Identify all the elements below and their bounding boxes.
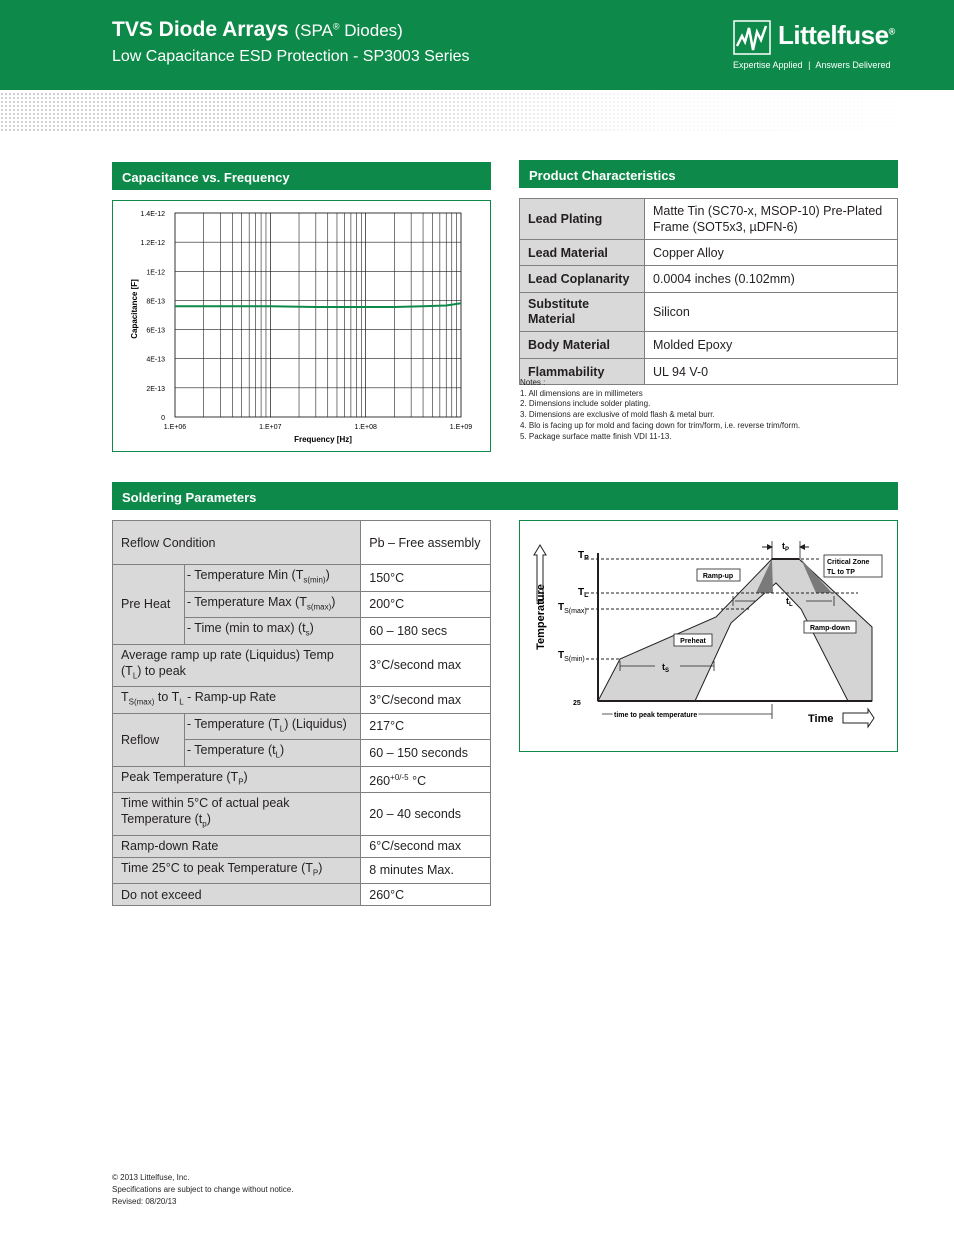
chart-x-axis-label: Frequency [Hz] xyxy=(294,435,352,444)
page-footer xyxy=(112,1172,293,1208)
label-tsmax xyxy=(558,602,587,615)
row-label xyxy=(184,565,360,592)
row-value: Pb – Free assembly xyxy=(361,521,491,565)
label-small-ts-main: t xyxy=(662,662,665,672)
row-label: Lead Plating xyxy=(520,199,645,240)
table-row xyxy=(113,857,491,884)
chart-y-tick-label: 4E-13 xyxy=(146,356,165,364)
table-row xyxy=(113,565,491,592)
row-label xyxy=(184,740,360,767)
label-end: ) xyxy=(331,594,336,609)
reflow-profile-frame xyxy=(519,520,898,752)
label-end: - Ramp-up Rate xyxy=(183,690,277,704)
label-text: to T xyxy=(154,690,180,704)
brand-logo xyxy=(733,20,903,72)
label-end: ) to peak xyxy=(137,663,186,678)
label-tsmin xyxy=(558,650,585,663)
label-tl-main: T xyxy=(578,587,585,598)
capacitance-chart xyxy=(113,201,490,451)
capacitance-chart-frame xyxy=(112,200,491,452)
chart-y-axis-label: Capacitance [F] xyxy=(130,279,139,339)
label-critical-zone-range: TL to TP xyxy=(827,569,855,576)
label-time-axis: Time xyxy=(808,713,834,725)
row-label: Reflow Condition xyxy=(113,521,361,565)
row-value: 260°C xyxy=(361,884,491,906)
label-text: - Temperature (T xyxy=(186,716,280,731)
label-small-tp-main: t xyxy=(782,541,785,551)
note-item: 4. Blo is facing up for mold and facing down for trim/form, i.e. reverse trim/form. xyxy=(520,420,801,430)
row-label: Flammability xyxy=(520,359,645,385)
footer-revision: Revised: 08/20/13 xyxy=(112,1197,177,1206)
label-small-ts-sub: S xyxy=(665,668,670,674)
label-small-tp-sub: P xyxy=(785,547,790,553)
value-unit: °C xyxy=(408,773,427,788)
chart-x-tick-label: 1.E+09 xyxy=(449,424,473,431)
label-text: - Temperature Max (T xyxy=(186,594,307,609)
footer-disclaimer: Specifications are subject to change without notice. xyxy=(112,1185,294,1194)
label-sub: S(max) xyxy=(128,697,155,707)
note-item: 3. Dimensions are exclusive of mold flash & metal burr. xyxy=(520,410,715,420)
tagline-right: Answers Delivered xyxy=(815,60,891,70)
row-label xyxy=(113,644,361,687)
label-text: T xyxy=(121,690,129,704)
row-label xyxy=(184,713,360,740)
row-value: 6°C/second max xyxy=(361,835,491,857)
label-sub: s(min) xyxy=(303,575,326,585)
label-ramp-up: Ramp-up xyxy=(702,573,734,580)
label-text: - Time (min to max) (t xyxy=(186,621,306,635)
littelfuse-mark-icon xyxy=(733,20,773,56)
document-title xyxy=(112,18,403,42)
table-row xyxy=(113,644,491,687)
label-text: Average ramp up rate (Liquidus) Temp (T xyxy=(121,647,334,678)
table-row xyxy=(113,793,491,836)
label-tp xyxy=(578,550,589,562)
row-label xyxy=(113,766,361,793)
chart-y-tick-label: 6E-13 xyxy=(146,327,165,335)
table-row xyxy=(113,835,491,857)
row-value: 3°C/second max xyxy=(361,687,491,714)
title-main: TVS Diode Arrays xyxy=(112,18,289,41)
row-label: Lead Coplanarity xyxy=(520,266,645,293)
row-value xyxy=(361,766,491,793)
title-spa: (SPA xyxy=(294,21,333,40)
table-row xyxy=(113,713,491,740)
chart-plot-border xyxy=(175,213,461,417)
label-tsmax-sub: S(max) xyxy=(564,608,587,615)
note-item: 2. Dimensions include solder plating. xyxy=(520,399,651,409)
label-end: ) xyxy=(309,621,314,635)
value-sup: +0/-5 xyxy=(390,772,409,782)
label-sub: P xyxy=(312,868,319,877)
label-critical-zone: Critical Zone xyxy=(827,559,870,566)
label-tsmax-main: T xyxy=(558,602,565,613)
label-text: Peak Temperature (T xyxy=(121,769,239,784)
notes-title: Notes : xyxy=(520,378,546,387)
tagline-separator: | xyxy=(808,60,811,70)
row-label: Ramp-down Rate xyxy=(113,835,361,857)
label-ramp-down: Ramp-down xyxy=(809,625,851,632)
label-tl xyxy=(578,587,589,599)
row-value: Silicon xyxy=(645,293,898,332)
row-label: Lead Material xyxy=(520,240,645,266)
row-label: Substitute Material xyxy=(520,293,645,332)
chart-x-tick-label: 1.E+07 xyxy=(259,424,282,431)
label-end: ) xyxy=(318,860,323,875)
label-tl-sub: L xyxy=(584,592,589,599)
table-row xyxy=(113,521,491,565)
title-end: Diodes) xyxy=(339,21,403,40)
label-text: Time 25°C to peak Temperature (T xyxy=(121,860,313,875)
label-sub: p xyxy=(202,819,207,829)
row-value: 200°C xyxy=(361,591,491,618)
group-label: Pre Heat xyxy=(113,565,185,645)
label-sub: L xyxy=(179,697,184,707)
chart-y-tick-label: 1E-12 xyxy=(146,269,165,277)
brand-registered-mark: ® xyxy=(888,26,895,37)
row-value: UL 94 V-0 xyxy=(645,359,898,385)
label-small-tp xyxy=(782,541,789,553)
row-label xyxy=(184,591,360,618)
row-value: 60 – 150 seconds xyxy=(361,740,491,767)
row-label xyxy=(184,618,360,645)
label-sub: s(max) xyxy=(306,602,332,611)
chart-x-tick-label: 1.E+06 xyxy=(163,424,187,431)
table-row xyxy=(520,293,898,332)
product-notes xyxy=(520,378,800,442)
label-sub: L xyxy=(275,750,281,760)
table-row xyxy=(520,266,898,293)
label-end: ) xyxy=(243,769,248,784)
soldering-parameters-table xyxy=(112,520,491,906)
row-label xyxy=(113,687,361,714)
row-label: Body Material xyxy=(520,332,645,359)
row-value: Matte Tin (SC70-x, MSOP-10) Pre-Plated Frame (SOT5x3, µDFN-6) xyxy=(645,199,898,240)
label-time-to-peak: time to peak temperature xyxy=(614,712,698,719)
label-tp-main: T xyxy=(578,550,585,561)
soldering-section-heading: Soldering Parameters xyxy=(112,482,898,510)
row-value: 3°C/second max xyxy=(361,644,491,687)
table-row xyxy=(113,884,491,906)
label-text: Time within 5°C of actual peak Temperature (t xyxy=(121,796,290,826)
label-sub: s xyxy=(305,628,310,638)
page-header xyxy=(0,0,954,90)
chart-x-tick-label: 1.E+08 xyxy=(354,424,377,431)
note-item: 5. Package surface matte finish VDI 11-13. xyxy=(520,431,672,441)
label-text: - Temperature Min (T xyxy=(186,568,304,582)
tagline-left: Expertise Applied xyxy=(733,60,803,70)
time-arrow-icon xyxy=(843,709,874,727)
row-value: Copper Alloy xyxy=(645,240,898,266)
note-item: 1. All dimensions are in millimeters xyxy=(520,388,643,398)
label-end: ) xyxy=(280,743,285,757)
chart-y-tick-label: 8E-13 xyxy=(146,298,165,306)
label-small-tl-main: t xyxy=(786,596,789,606)
brand-tagline xyxy=(733,60,890,70)
label-25: 25 xyxy=(573,700,581,707)
table-row xyxy=(113,687,491,714)
row-value: 60 – 180 secs xyxy=(361,618,491,645)
table-row xyxy=(520,332,898,359)
group-label: Reflow xyxy=(113,713,185,766)
label-sub: L xyxy=(279,724,285,733)
row-value: 20 – 40 seconds xyxy=(361,793,491,836)
table-row xyxy=(520,199,898,240)
capacitance-series-line xyxy=(175,303,461,307)
row-label xyxy=(113,857,361,884)
product-section-heading: Product Characteristics xyxy=(519,160,898,188)
row-value: 150°C xyxy=(361,565,491,592)
row-label: Do not exceed xyxy=(113,884,361,906)
row-value: 8 minutes Max. xyxy=(361,857,491,884)
table-row xyxy=(520,240,898,266)
label-end: ) (Liquidus) xyxy=(284,716,347,731)
reflow-profile-diagram xyxy=(520,521,897,751)
footer-copyright: © 2013 Littelfuse, Inc. xyxy=(112,1173,190,1182)
decorative-dot-band xyxy=(0,92,954,132)
chart-y-tick-label: 2E-13 xyxy=(146,385,165,393)
product-characteristics-table xyxy=(519,198,898,385)
label-sub: P xyxy=(238,777,244,786)
title-registered-mark: ® xyxy=(332,21,340,32)
row-value: 217°C xyxy=(361,713,491,740)
label-small-tl-sub: L xyxy=(789,602,793,608)
row-label xyxy=(113,793,361,836)
label-preheat: Preheat xyxy=(680,638,706,645)
brand-name: Littelfuse xyxy=(778,20,889,50)
value-text: 260 xyxy=(369,773,391,788)
label-tsmin-main: T xyxy=(558,650,565,661)
label-sub: L xyxy=(132,671,138,680)
chart-y-tick-label: 1.2E-12 xyxy=(140,240,165,248)
label-end: ) xyxy=(206,812,211,826)
chart-y-tick-label: 1.4E-12 xyxy=(140,211,165,218)
label-tsmin-sub: S(min) xyxy=(564,656,585,663)
document-subtitle: Low Capacitance ESD Protection - SP3003 Series xyxy=(112,48,470,65)
chart-y-tick-label: 0 xyxy=(161,415,165,422)
label-text: - Temperature (t xyxy=(186,743,276,757)
label-end: ) xyxy=(325,568,330,582)
label-tp-sub: P xyxy=(584,555,589,562)
row-value: Molded Epoxy xyxy=(645,332,898,359)
row-value: 0.0004 inches (0.102mm) xyxy=(645,266,898,293)
table-row xyxy=(113,766,491,793)
label-temperature-axis: Temperature xyxy=(535,584,547,650)
capacitance-section-heading: Capacitance vs. Frequency xyxy=(112,162,491,190)
